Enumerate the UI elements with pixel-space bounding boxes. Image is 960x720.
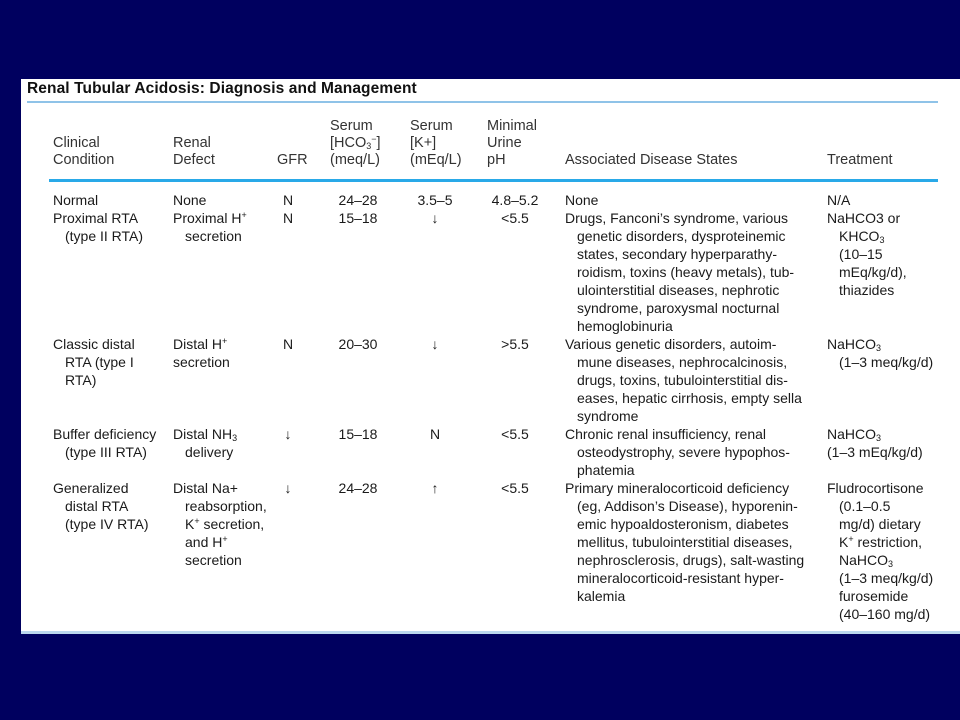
- row-proximal-defect: Proximal H+ secretion: [173, 210, 247, 244]
- header-treatment: Treatment: [827, 152, 893, 168]
- row-buffer-deficiency-gfr: ↓: [284, 426, 292, 442]
- row-normal-condition: Normal: [53, 192, 99, 208]
- row-normal-ph: 4.8–5.2: [491, 192, 539, 208]
- row-buffer-deficiency-condition: Buffer deficiency (type III RTA): [53, 426, 157, 460]
- row-classic-distal-gfr: N: [282, 336, 294, 352]
- header-text: Serum: [330, 118, 373, 134]
- row-generalized-distal-treatment: Fludrocortisone (0.1–0.5 mg/d) dietary K+ restriction, NaHCO$_3$ (1–3 meq/kg/d) furosemide (40–160 mg/d): [827, 480, 934, 622]
- header-text: (mEq/L): [410, 152, 462, 168]
- row-classic-distal-ph: >5.5: [501, 336, 529, 352]
- row-generalized-distal-gfr: ↓: [284, 480, 292, 496]
- row-proximal-condition: Proximal RTA (type II RTA): [53, 210, 144, 244]
- row-buffer-deficiency-ph: <5.5: [501, 426, 529, 442]
- row-proximal-treatment: NaHCO3 or $KHCO_3$ (10–15 mEq/kg/d), thiazides: [827, 210, 907, 298]
- panel-bottom-border: [21, 631, 960, 634]
- row-normal-defect: None: [173, 192, 207, 208]
- header-associated-disease-states: Associated Disease States: [565, 152, 738, 168]
- header-serum-k: [410, 118, 462, 169]
- header-text: Defect: [173, 152, 215, 168]
- row-generalized-distal-k: ↑: [431, 480, 439, 496]
- row-generalized-distal-condition: Generalized distal RTA (type IV RTA): [53, 480, 149, 532]
- header-clinical-condition: [53, 135, 114, 169]
- row-normal-gfr: N: [282, 192, 294, 208]
- row-generalized-distal-defect: Distal Na+ reabsorption, K+ secretion, and H+ secretion: [173, 480, 267, 568]
- table-title: Renal Tubular Acidosis: Diagnosis and Management: [27, 80, 417, 97]
- header-text: [K+]: [410, 135, 437, 151]
- row-classic-distal-defect: Distal H+ secretion: [173, 336, 230, 370]
- row-proximal-gfr: N: [282, 210, 294, 226]
- row-proximal-hco3: 15–18: [338, 210, 378, 226]
- row-normal-k: 3.5–5: [417, 192, 453, 208]
- header-gfr: GFR: [277, 152, 308, 168]
- row-classic-distal-disease: Various genetic disorders, autoim- mune diseases, nephrocalcinosis, drugs, toxins, tubulointerstitial dis- eases, hepatic cirrhosis, empty sella syndrome: [565, 336, 802, 424]
- row-normal-hco3: 24–28: [338, 192, 378, 208]
- header-text: Clinical: [53, 135, 100, 151]
- row-generalized-distal-disease: Primary mineralocorticoid deficiency (eg, Addison’s Disease), hyporenin- emic hypoaldosteronism, diabetes mellitus, tubulointerstitial diseases, nephrosclerosis, drugs), salt-wasting mineralocorticoid-resistant hyper- kalemia: [565, 480, 805, 604]
- row-classic-distal-hco3: 20–30: [338, 336, 378, 352]
- header-text: pH: [487, 152, 506, 168]
- header-text: $[HCO_3^-]$: [330, 134, 381, 151]
- row-proximal-disease: Drugs, Fanconi’s syndrome, various genetic disorders, dysproteinemic states, secondary hyperparathy- roidism, toxins (heavy metals), tub- ulointerstitial diseases, nephrotic syndrome, paroxysmal nocturnal hemoglobinuria: [565, 210, 795, 334]
- row-buffer-deficiency-disease: Chronic renal insufficiency, renal osteodystrophy, severe hypophos- phatemia: [565, 426, 790, 478]
- header-minimal-urine-ph: [487, 118, 537, 169]
- row-buffer-deficiency-hco3: 15–18: [338, 426, 378, 442]
- row-buffer-deficiency-k: N: [429, 426, 441, 442]
- header-text: Renal: [173, 135, 211, 151]
- row-generalized-distal-hco3: 24–28: [338, 480, 378, 496]
- header-text: Urine: [487, 135, 522, 151]
- row-normal-treatment: N/A: [827, 192, 851, 208]
- row-buffer-deficiency-defect: Distal $NH_3$ delivery: [173, 426, 238, 460]
- row-proximal-ph: <5.5: [501, 210, 529, 226]
- header-renal-defect: [173, 135, 215, 169]
- row-normal-disease: None: [565, 192, 599, 208]
- table-panel: [21, 79, 960, 634]
- header-text: Serum: [410, 118, 453, 134]
- rta-table: [21, 79, 960, 629]
- header-text: Minimal: [487, 118, 537, 134]
- header-serum-hco3: [330, 118, 381, 169]
- header-text: (meq/L): [330, 152, 380, 168]
- row-proximal-k: ↓: [431, 210, 439, 226]
- row-classic-distal-k: ↓: [431, 336, 439, 352]
- row-classic-distal-condition: Classic distal RTA (type I RTA): [53, 336, 135, 388]
- header-text: Condition: [53, 152, 115, 168]
- row-classic-distal-treatment: NaHCO$_3$ (1–3 meq/kg/d): [827, 336, 934, 370]
- row-generalized-distal-ph: <5.5: [501, 480, 529, 496]
- row-buffer-deficiency-treatment: NaHCO$_3$ (1–3 mEq/kg/d): [827, 426, 923, 460]
